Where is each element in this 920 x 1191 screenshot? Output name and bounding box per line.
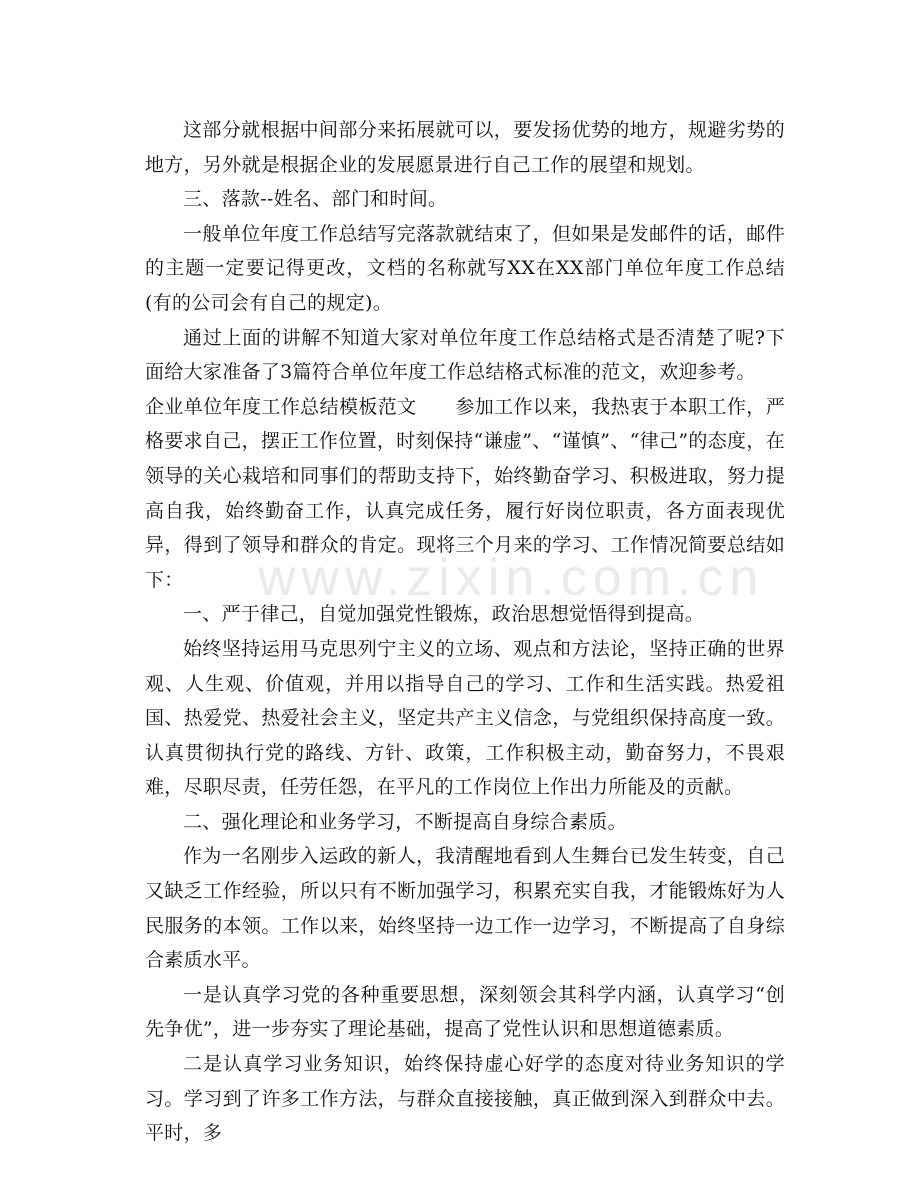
heading-section-one: 一、严于律己，自觉加强党性锻炼，政治思想觉悟得到提高。 <box>183 603 705 626</box>
heading-section-two: 二、强化理论和业务学习，不断提高自身综合素质。 <box>183 810 627 833</box>
document-body <box>145 113 785 1151</box>
paragraph-sample-title: 企业单位年度工作总结模板范文 参加工作以来，我热衷于本职工作，严格要求自己，摆正工作位置，时刻保持“谦虚”、“谨慎”、“律己”的态度，在领导的关心栽培和同事们的帮助支持下，始终勤奋学习、积极进取，努力提高自我，始终勤奋工作，认真完成任务，履行好岗位职责，各方面表现优异，得到了领导和群众的肯定。现将三个月来的学习、工作情况简要总结如下： <box>145 395 785 591</box>
paragraph-section-two: 作为一名刚步入运政的新人，我清醒地看到人生舞台已发生转变，自己又缺乏工作经验，所以只有不断加强学习，积累充实自我，才能锻炼好为人民服务的本领。工作以来，始终坚持一边工作一边学习，不断提高了自身综合素质水平。 <box>145 845 785 972</box>
paragraph-signature-note: 一般单位年度工作总结写完落款就结束了，但如果是发邮件的话，邮件的主题一定要记得更改，文档的名称就写XX在XX部门单位年度工作总结(有的公司会有自己的规定)。 <box>145 222 785 314</box>
watermark: www.zixin.com.cn <box>258 549 765 607</box>
heading-signature: 三、落款--姓名、部门和时间。 <box>183 188 448 211</box>
paragraph-point-one: 一是认真学习党的各种重要思想，深刻领会其科学内涵，认真学习“创先争优”，进一步夯实了理论基础，提高了党性认识和思想道德素质。 <box>145 983 785 1041</box>
paragraph-intro-samples: 通过上面的讲解不知道大家对单位年度工作总结格式是否清楚了呢?下面给大家准备了3篇符合单位年度工作总结格式标准的范文，欢迎参考。 <box>145 326 785 384</box>
paragraph-point-two: 二是认真学习业务知识，始终保持虚心好学的态度对待业务知识的学习。学习到了许多工作方法，与群众直接接触，真正做到深入到群众中去。平时，多 <box>145 1053 785 1145</box>
paragraph-expand-section: 这部分就根据中间部分来拓展就可以，要发扬优势的地方，规避劣势的地方，另外就是根据企业的发展愿景进行自己工作的展望和规划。 <box>145 119 785 176</box>
paragraph-section-one: 始终坚持运用马克思列宁主义的立场、观点和方法论，坚持正确的世界观、人生观、价值观，并用以指导自己的学习、工作和生活实践。热爱祖国、热爱党、热爱社会主义，坚定共产主义信念，与党组织保持高度一致。认真贯彻执行党的路线、方针、政策，工作积极主动，勤奋努力，不畏艰难，尽职尽责，任劳任怨，在平凡的工作岗位上作出力所能及的贡献。 <box>145 637 785 799</box>
